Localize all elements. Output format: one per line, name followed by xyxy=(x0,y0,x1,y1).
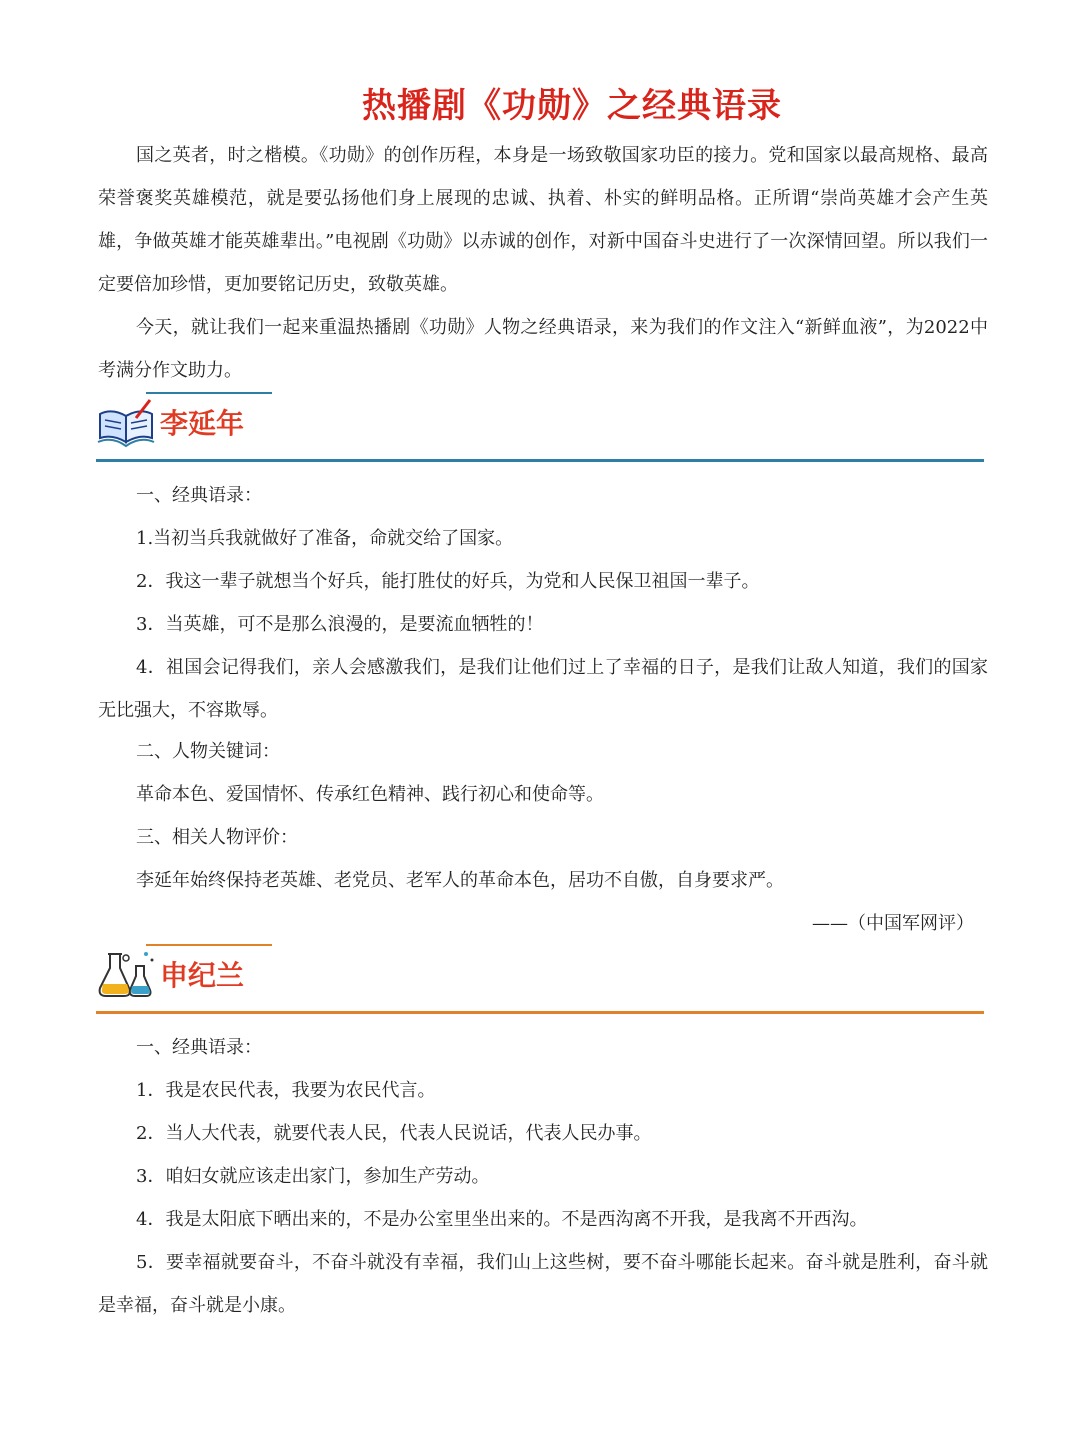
flask-icon xyxy=(96,946,156,1002)
section1-quote-4: 4．祖国会记得我们，亲人会感激我们，是我们让他们过上了幸福的日子，是我们让敌人知道，我们的国家无比强大，不容欺辱。 xyxy=(98,657,988,721)
section1-heading-keywords: 二、人物关键词： xyxy=(136,741,280,762)
section-bottom-rule xyxy=(96,459,984,462)
section1-quote-1: 1.当初当兵我就做好了准备，命就交给了国家。 xyxy=(136,528,514,549)
section1-heading-quotes: 一、经典语录： xyxy=(136,485,262,506)
section-header-shen-jilan xyxy=(96,944,984,1014)
section1-quote-2: 2．我这一辈子就想当个好兵，能打胜仗的好兵，为党和人民保卫祖国一辈子。 xyxy=(136,571,760,592)
section-top-rule xyxy=(146,944,272,946)
intro-paragraph-1: 国之英者，时之楷模。《功勋》的创作历程，本身是一场致敬国家功臣的接力。党和国家以最高规格、最高荣誉褒奖英雄模范，就是要弘扬他们身上展现的忠诚、执着、朴实的鲜明品格。正所谓“崇尚英雄才会产生英雄，争做英雄才能英雄辈出。”电视剧《功勋》以赤诚的创作，对新中国奋斗史进行了一次深情回望。所以我们一定要倍加珍惜，更加要铭记历史，致敬英雄。 xyxy=(98,145,988,295)
intro-paragraph-2: 今天，就让我们一起来重温热播剧《功勋》人物之经典语录，来为我们的作文注入“新鲜血液”，为2022中考满分作文助力。 xyxy=(98,317,988,381)
section2-quote-3: 3．咱妇女就应该走出家门，参加生产劳动。 xyxy=(136,1166,490,1187)
section-title: 申纪兰 xyxy=(160,959,245,992)
section2-quote-1: 1．我是农民代表，我要为农民代言。 xyxy=(136,1080,436,1101)
book-icon xyxy=(96,394,156,450)
section-top-rule xyxy=(146,392,272,394)
section1-review-source: ——（中国军网评） xyxy=(812,913,974,934)
section1-keywords: 革命本色、爱国情怀、传承红色精神、践行初心和使命等。 xyxy=(136,784,604,805)
section2-quote-2: 2．当人大代表，就要代表人民，代表人民说话，代表人民办事。 xyxy=(136,1123,652,1144)
section-title: 李延年 xyxy=(160,407,245,440)
section1-heading-review: 三、相关人物评价： xyxy=(136,827,298,848)
section2-heading-quotes: 一、经典语录： xyxy=(136,1037,262,1058)
section1-quote-3: 3．当英雄，可不是那么浪漫的，是要流血牺牲的！ xyxy=(136,614,544,635)
section-header-li-yannian xyxy=(96,392,984,462)
document-title: 热播剧《功勋》之经典语录 xyxy=(362,86,782,126)
section-bottom-rule xyxy=(96,1011,984,1014)
section1-review: 李延年始终保持老英雄、老党员、老军人的革命本色，居功不自傲，自身要求严。 xyxy=(136,870,784,891)
section2-quote-4: 4．我是太阳底下晒出来的，不是办公室里坐出来的。不是西沟离不开我，是我离不开西沟。 xyxy=(136,1209,868,1230)
section2-quote-5: 5．要幸福就要奋斗，不奋斗就没有幸福，我们山上这些树，要不奋斗哪能长起来。奋斗就是胜利，奋斗就是幸福，奋斗就是小康。 xyxy=(98,1252,988,1316)
